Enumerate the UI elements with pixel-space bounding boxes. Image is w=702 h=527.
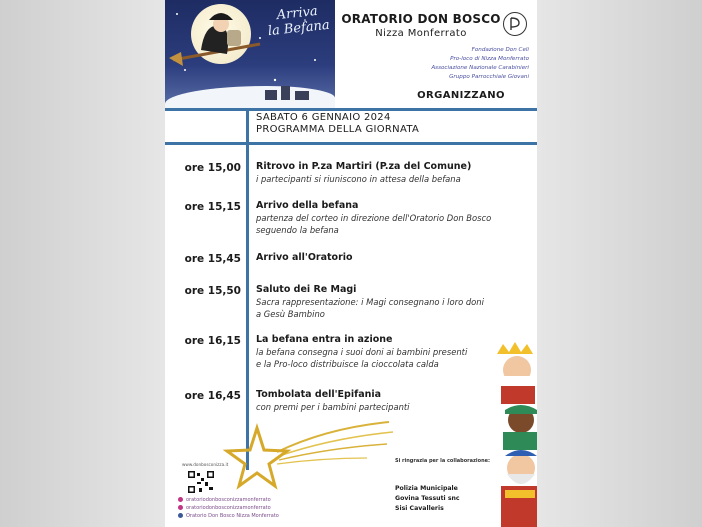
divider-top [165, 108, 537, 111]
facebook-icon [178, 513, 183, 518]
qr-code-icon[interactable] [187, 470, 215, 494]
event-desc: e la Pro-loco distribuisce la cioccolata calda [256, 359, 439, 369]
instagram-icon [178, 497, 183, 502]
house [265, 90, 277, 100]
house [295, 91, 309, 100]
event-item [256, 388, 516, 413]
event-desc: a Gesù Bambino [256, 309, 325, 319]
event-title: Tombolata dell'Epifania [256, 389, 382, 400]
social-handle: oratoriodonbosconizzamonferrato [186, 505, 271, 511]
event-title: La befana entra in azione [256, 334, 393, 345]
event-desc: con premi per i bambini partecipanti [256, 402, 410, 412]
website-label: www.donbosconizza.it [182, 462, 229, 467]
social-handle: oratoriodonbosconizzamonferrato [186, 497, 271, 503]
divider-program [165, 142, 537, 145]
social-facebook[interactable] [178, 513, 279, 519]
sponsor-item: Pro-loco di Nizza Monferrato [450, 56, 529, 62]
event-date: SABATO 6 GENNAIO 2024 [256, 112, 391, 123]
background-right [537, 0, 702, 527]
event-desc: partenza del corteo in direzione dell'Oratorio Don Bosco [256, 213, 492, 223]
event-item [256, 251, 516, 264]
social-handle: Oratorio Don Bosco Nizza Monferrato [186, 513, 279, 519]
befana-illustration [165, 0, 335, 108]
org-city: Nizza Monferrato [375, 28, 467, 39]
event-desc: Sacra rappresentazione: i Magi consegnano i loro doni [256, 297, 484, 307]
comet-star-icon [217, 418, 397, 498]
partner-list [395, 484, 460, 514]
program-title: PROGRAMMA DELLA GIORNATA [256, 124, 420, 135]
sponsor-item: Associazione Nazionale Carabinieri [431, 65, 529, 71]
event-title: Arrivo della befana [256, 200, 359, 211]
instagram-icon [178, 505, 183, 510]
event-time: ore 15,15 [184, 201, 241, 213]
social-instagram[interactable] [178, 497, 271, 503]
social-instagram[interactable] [178, 505, 271, 511]
event-time: ore 16,15 [184, 335, 241, 347]
org-title: ORATORIO DON BOSCO [341, 12, 501, 26]
sponsor-list [415, 46, 529, 82]
background-left [0, 0, 165, 527]
event-item [256, 199, 516, 236]
event-title: Saluto dei Re Magi [256, 284, 357, 295]
event-desc: la befana consegna i suoi doni ai bambini presenti [256, 347, 468, 357]
house [281, 86, 290, 100]
sponsor-item: Fondazione Don Celi [471, 47, 529, 53]
event-time: ore 15,00 [184, 162, 241, 174]
scene-title-line2: la Befana [267, 17, 331, 40]
event-title: Arrivo all'Oratorio [256, 252, 353, 263]
three-kings-illustration [491, 340, 537, 527]
organizzano-heading: ORGANIZZANO [417, 90, 505, 101]
event-desc: seguendo la befana [256, 225, 339, 235]
event-time: ore 16,45 [184, 390, 241, 402]
oratorio-logo-icon [503, 12, 527, 36]
event-item [256, 333, 516, 370]
sponsor-item: Gruppo Parrocchiale Giovani [449, 74, 529, 80]
event-item [256, 283, 516, 320]
partner-item: Govina Tessuti snc [395, 495, 460, 502]
thanks-text: Si ringrazia per la collaborazione: [395, 458, 491, 464]
event-flyer [165, 0, 537, 527]
event-time: ore 15,45 [184, 253, 241, 265]
divider-vertical [246, 108, 249, 470]
partner-item: Sisi Cavalleris [395, 505, 444, 512]
event-desc: i partecipanti si riuniscono in attesa della befana [256, 174, 461, 184]
event-item [256, 160, 516, 185]
event-title: Ritrovo in P.za Martiri (P.za del Comune) [256, 161, 472, 172]
scene-title-line1: Arriva [275, 3, 319, 24]
partner-item: Polizia Municipale [395, 485, 458, 492]
event-time: ore 15,50 [184, 285, 241, 297]
